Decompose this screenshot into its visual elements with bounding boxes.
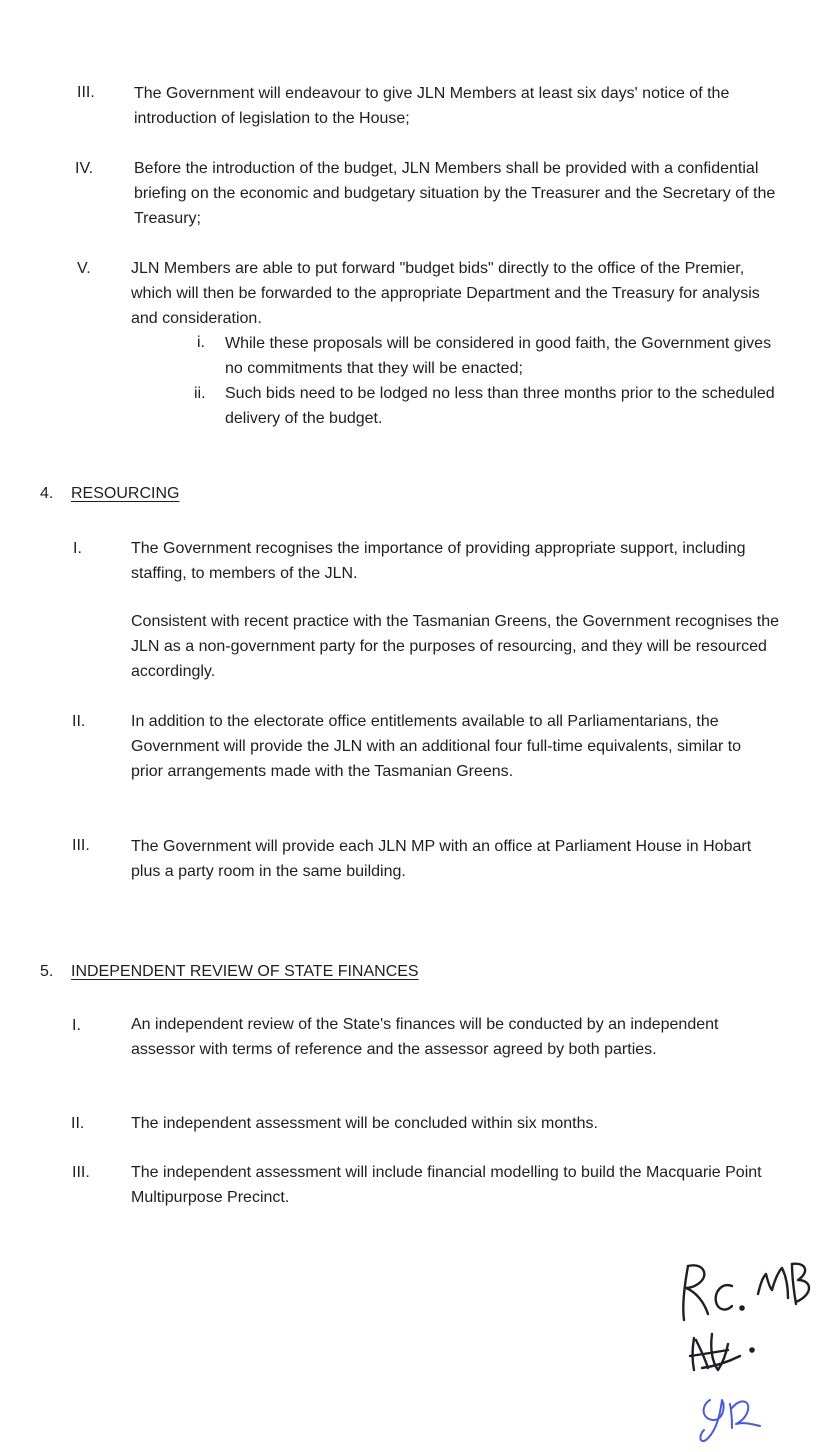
item-number: V. bbox=[77, 260, 91, 277]
item-number: I. bbox=[73, 540, 82, 557]
item-text: The Government recognises the importance of providing appropriate support, including staffing, to members of the JLN. bbox=[131, 540, 746, 582]
item-text: JLN Members are able to put forward "budget bids" directly to the office of the Premier, which will then be forwarded to the appropriate Department and the Treasury for analysis and consideration. bbox=[131, 260, 760, 327]
subitem-text: While these proposals will be considered in good faith, the Government gives no commitments that they will be enacted; bbox=[225, 335, 772, 377]
item-text: Before the introduction of the budget, JLN Members shall be provided with a confidential briefing on the economic and budgetary situation by the Treasurer and the Secretary of the Treasury; bbox=[134, 160, 776, 227]
subitem-text: Such bids need to be lodged no less than three months prior to the scheduled delivery of the budget. bbox=[225, 385, 775, 427]
subitem-number: ii. bbox=[194, 385, 206, 402]
section-heading-resourcing bbox=[40, 485, 179, 503]
item-text: The Government will provide each JLN MP with an office at Parliament House in Hobart plus a party room in the same building. bbox=[131, 838, 752, 880]
item-text: An independent review of the State's finances will be conducted by an independent assessor with terms of reference and the assessor agreed by both parties. bbox=[131, 1016, 719, 1058]
item-text: In addition to the electorate office entitlements available to all Parliamentarians, the Government will provide the JLN with an additional four full-time equivalents, similar to prior arrangements made with the Tasmanian Greens. bbox=[131, 713, 742, 780]
item-number: IV. bbox=[75, 160, 94, 177]
section-number: 5. bbox=[40, 963, 54, 980]
item-number: III. bbox=[72, 1164, 90, 1181]
section-number: 4. bbox=[40, 485, 54, 502]
item-number: II. bbox=[71, 1115, 85, 1132]
item-number: II. bbox=[72, 713, 86, 730]
handwritten-initials-signature bbox=[670, 1258, 820, 1448]
section-title: INDEPENDENT REVIEW OF STATE FINANCES bbox=[71, 963, 419, 980]
paragraph: Consistent with recent practice with the Tasmanian Greens, the Government recognises the JLN as a non-government party for the purposes of resourcing, and they will be resourced accordingly. bbox=[131, 613, 780, 680]
item-number: I. bbox=[72, 1017, 81, 1034]
section-title: RESOURCING bbox=[71, 485, 180, 502]
item-text: The independent assessment will be concluded within six months. bbox=[131, 1115, 598, 1132]
item-number: III. bbox=[72, 837, 90, 854]
item-text: The independent assessment will include financial modelling to build the Macquarie Point Multipurpose Precinct. bbox=[131, 1164, 762, 1206]
subitem-number: i. bbox=[197, 334, 205, 351]
section-heading-finances bbox=[40, 963, 419, 981]
item-text: The Government will endeavour to give JLN Members at least six days' notice of the introduction of legislation to the House; bbox=[134, 85, 730, 127]
item-number: III. bbox=[77, 84, 95, 101]
